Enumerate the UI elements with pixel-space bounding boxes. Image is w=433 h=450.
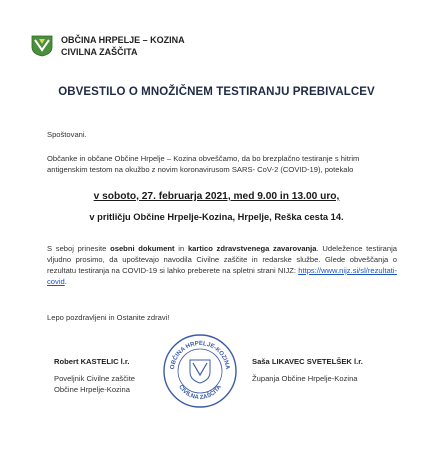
- coat-of-arms-icon: [31, 35, 53, 57]
- signatory-name: Robert KASTELIC l.r.: [54, 357, 130, 366]
- instructions-text: S seboj prinesite: [47, 244, 111, 253]
- signatory-role: Poveljnik Civilne zaščite: [54, 374, 136, 383]
- document-title: OBVESTILO O MNOŽIČNEM TESTIRANJU PREBIVALCEV: [58, 86, 375, 98]
- signature-right: [252, 356, 363, 384]
- instructions-text: .: [64, 277, 67, 286]
- closing-regards: Lepo pozdravljeni in Ostanite zdravi!: [47, 313, 170, 322]
- instructions-text: . Udeležence testiranja vljudno prosimo, da upoštevajo navodila Civilne zaščite in redarske službe. Glede obveščanja o rezultatu testiranja na COVID-19 si lahko preberete na spletni strani NIJZ:: [47, 244, 397, 275]
- org-unit: CIVILNA ZAŠČITA: [61, 47, 138, 57]
- org-name: OBČINA HRPELJE – KOZINA: [61, 35, 185, 45]
- stamp-bottom-text: CIVILNA ZAŠČITA: [177, 384, 223, 402]
- testing-date-time-text: v soboto, 27. februarja 2021, med 9.00 in 13.00 uro,: [93, 191, 340, 202]
- greeting: Spoštovani.: [47, 130, 87, 139]
- testing-date-time: [0, 191, 433, 202]
- id-document-emphasis: osebni dokument: [110, 244, 175, 253]
- instructions-paragraph: [47, 243, 397, 287]
- signatory-role: Občine Hrpelje-Kozina: [54, 385, 130, 394]
- signatory-role: Županja Občine Hrpelje-Kozina: [252, 374, 358, 383]
- signature-left: [54, 356, 135, 395]
- signatory-name: Saša LIKAVEC SVETELŠEK l.r.: [252, 357, 363, 366]
- nijz-results-link[interactable]: https://www.nijz.si/sl/rezultati-covid: [47, 266, 397, 286]
- instructions-text: in: [174, 244, 188, 253]
- insurance-card-emphasis: kartico zdravstvenega zavarovanja: [187, 244, 317, 253]
- official-stamp-icon: [162, 333, 238, 409]
- header: [31, 34, 185, 58]
- stamp-top-text: OBČINA HRPELJE-KOZINA: [169, 340, 231, 370]
- intro-paragraph: Občanke in občane Občine Hrpelje – Kozina obveščamo, da bo brezplačno testiranje s hitrim antigenskim testom na okužbo z novim koronavirusom SARS- CoV-2 (COVID-19), potekalo: [47, 154, 360, 174]
- testing-location: v pritličju Občine Hrpelje-Kozina, Hrpelje, Reška cesta 14.: [89, 212, 344, 222]
